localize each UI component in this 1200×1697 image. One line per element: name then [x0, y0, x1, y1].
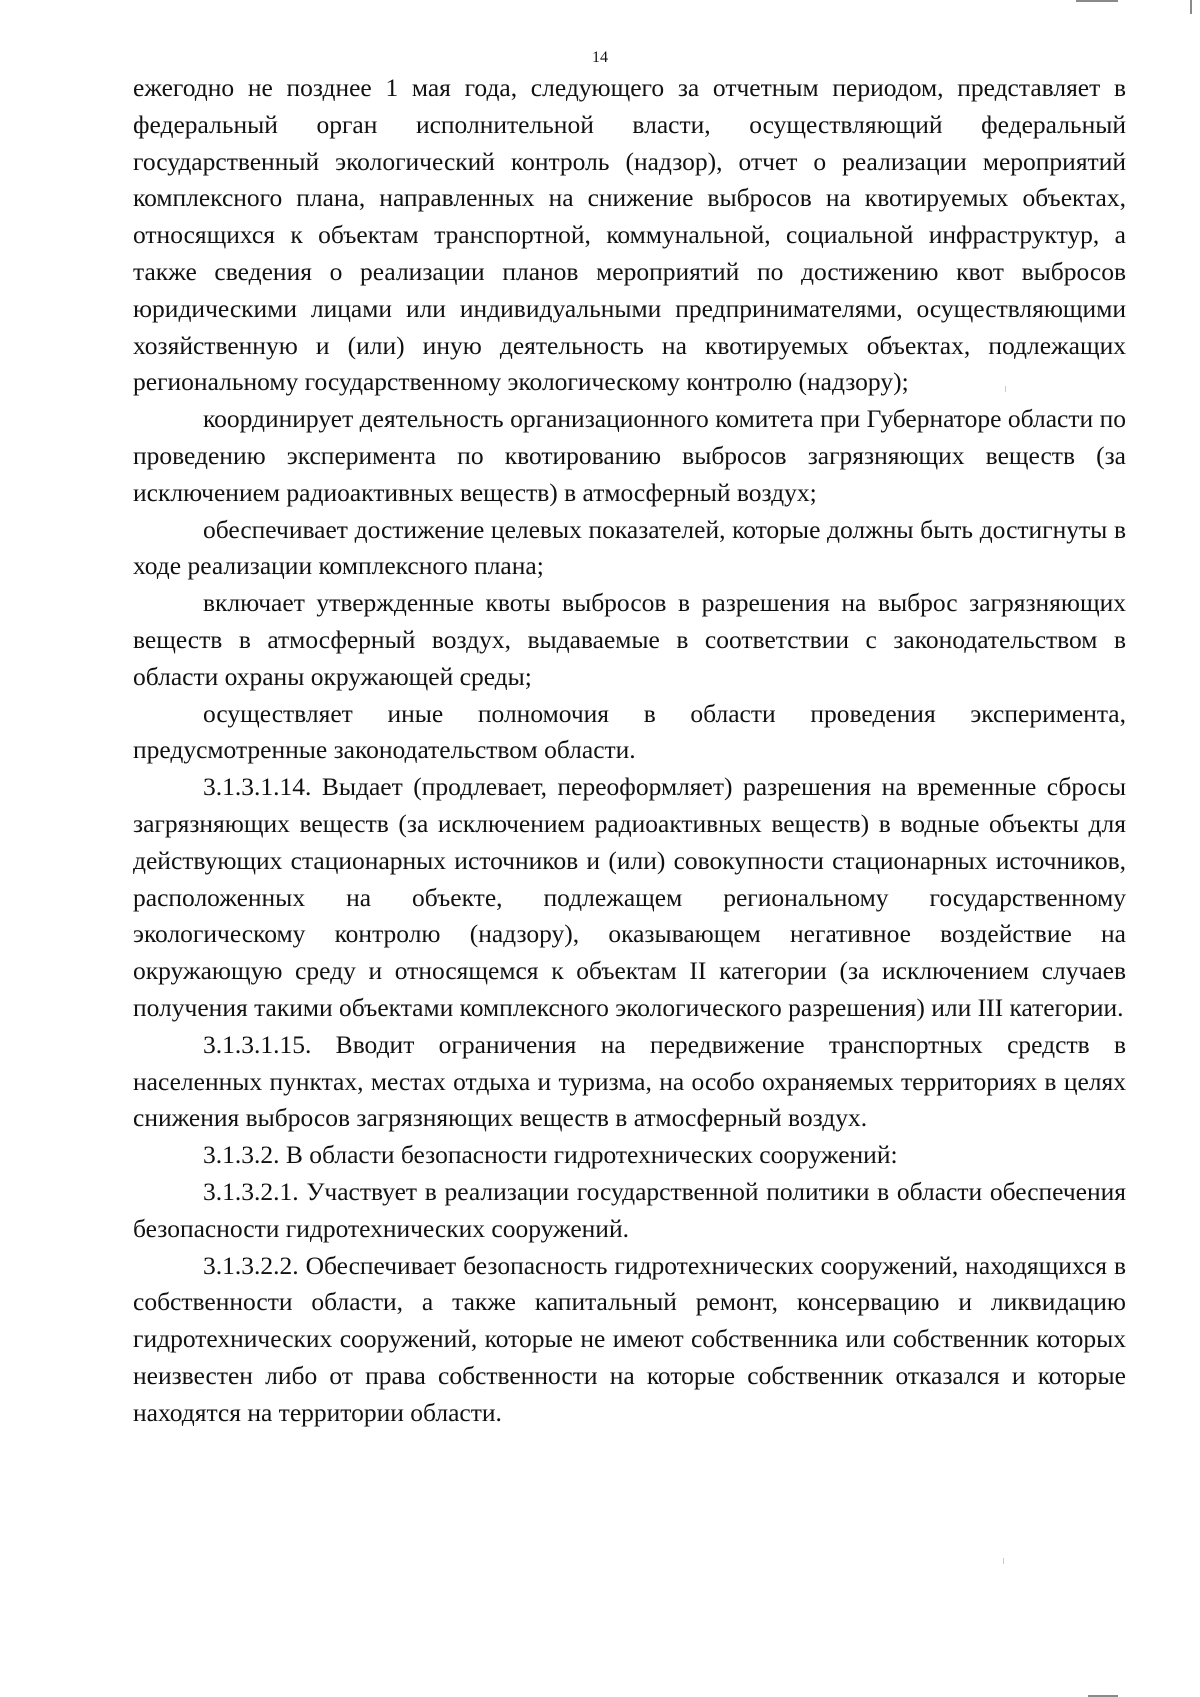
paragraph-clause-3-1-3-1-15: 3.1.3.1.15. Вводит ограничения на передвижение транспортных средств в населенных пунктах, местах отдыха и туризма, на особо охраняемых территориях в целях снижения выбросов загрязняющих веществ в атмосферный воздух.: [133, 1029, 1126, 1133]
paragraph: координирует деятельность организационного комитета при Губернаторе области по проведению эксперимента по квотированию выбросов загрязняющих веществ (за исключением радиоактивных веществ) в атмосферный воздух;: [133, 404, 1126, 507]
paragraph: осуществляет иные полномочия в области проведения эксперимента, предусмотренные законодательством области.: [133, 698, 1126, 765]
scan-edge-mark: [1076, 0, 1118, 2]
paragraph-clause-3-1-3-1-14: 3.1.3.1.14. Выдает (продлевает, переоформляет) разрешения на временные сбросы загрязняющих веществ (за исключением радиоактивных веществ) в водные объекты для действующих стационарных источников и (или) совокупности стационарных источников, расположенных на объекте, подлежащем региональному государственному экологическому контролю (надзору), оказывающем негативное воздействие на окружающую среду и относящемся к объектам II категории (за исключением случаев получения такими объектами комплексного экологического разрешения) или III категории.: [133, 772, 1126, 1022]
body-text: [133, 70, 1126, 1431]
page-number: 14: [592, 49, 608, 66]
paragraph-clause-3-1-3-2-2: 3.1.3.2.2. Обеспечивает безопасность гидротехнических сооружений, находящихся в собственности области, а также капитальный ремонт, консервацию и ликвидацию гидротехнических сооружений, которые не имеют собственника или собственник которых неизвестен либо от права собственности на которые собственник отказался и которые находятся на территории области.: [133, 1250, 1126, 1427]
paragraph: обеспечивает достижение целевых показателей, которые должны быть достигнуты в ходе реализации комплексного плана;: [133, 514, 1126, 581]
paragraph: включает утвержденные квоты выбросов в разрешения на выброс загрязняющих веществ в атмосферный воздух, выдаваемые в соответствии с законодательством в области охраны окружающей среды;: [133, 588, 1126, 691]
section-heading-3-1-3-2: 3.1.3.2. В области безопасности гидротехнических сооружений:: [203, 1140, 898, 1170]
paragraph-continuation: ежегодно не позднее 1 мая года, следующего за отчетным периодом, представляет в федеральный орган исполнительной власти, осуществляющий федеральный государственный экологический контроль (надзор), отчет о реализации мероприятий комплексного плана, направленных на снижение выбросов на квотируемых объектах, относящихся к объектам транспортной, коммунальной, социальной инфраструктур, а также сведения о реализации планов мероприятий по достижению квот выбросов юридическими лицами или индивидуальными предпринимателями, осуществляющими хозяйственную и (или) иную деятельность на квотируемых объектах, подлежащих региональному государственному экологическому контролю (надзору);: [133, 73, 1126, 397]
scan-edge-mark: [1190, 0, 1192, 14]
scan-speck: [1003, 1558, 1004, 1564]
paragraph-clause-3-1-3-2-1: 3.1.3.2.1. Участвует в реализации государственной политики в области обеспечения безопасности гидротехнических сооружений.: [133, 1176, 1126, 1243]
